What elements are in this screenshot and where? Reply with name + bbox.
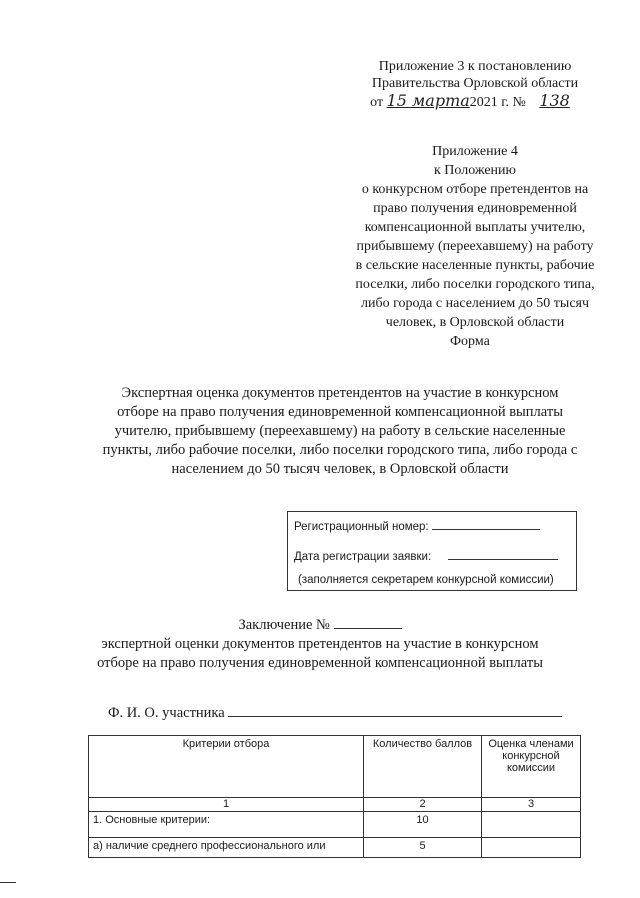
appendix-line: право получения единовременной — [373, 201, 577, 216]
title-line: пункты, либо рабочие поселки, либо поселки городского типа, либо города с — [102, 442, 578, 458]
decree-year: 2021 г. № — [469, 95, 526, 110]
score-cell[interactable] — [482, 812, 581, 838]
appendix-line: либо города с населением до 50 тысяч — [360, 296, 590, 311]
criterion-cell: а) наличие среднего профессионального или — [89, 838, 364, 858]
form-label: Форма — [450, 334, 490, 349]
conclusion-block — [60, 616, 580, 673]
reg-number-row — [294, 518, 540, 533]
table-row — [89, 812, 581, 838]
appendix-line: прибывшему (переехавшему) на работу — [356, 239, 594, 254]
document-title — [80, 384, 600, 479]
reg-date-label: Дата регистрации заявки: — [294, 551, 432, 563]
col-number: 2 — [364, 798, 482, 812]
handwritten-date: 15 марта — [386, 91, 470, 110]
appendix-line: Приложение 4 — [432, 144, 518, 159]
title-line: отборе на право получения единовременной компенсационной выплаты — [117, 404, 563, 420]
registration-box — [287, 511, 577, 591]
conclusion-title — [60, 616, 580, 635]
appendix-line: в сельские населенные пункты, рабочие — [355, 258, 595, 273]
criteria-table — [88, 735, 581, 858]
score-cell[interactable] — [482, 838, 581, 858]
appendix-line: компенсационной выплаты учителю, — [364, 220, 586, 235]
conclusion-line: отборе на право получения единовременной компенсационной выплаты — [97, 655, 543, 671]
col-number: 3 — [482, 798, 581, 812]
appendix-block — [330, 142, 620, 332]
appendix-line: к Положению — [433, 163, 516, 178]
reg-number-field[interactable] — [432, 518, 540, 530]
participant-name-label: Ф. И. О. участника — [108, 705, 225, 721]
decree-date-line — [330, 92, 620, 111]
points-cell: 10 — [364, 812, 482, 838]
appendix-line: человек, в Орловской области — [385, 315, 565, 330]
decree-header-line1: Приложение 3 к постановлению — [378, 59, 572, 74]
criterion-cell: 1. Основные критерии: — [89, 812, 364, 838]
header-points: Количество баллов — [364, 736, 482, 798]
header-criteria: Критерии отбора — [89, 736, 364, 798]
header-score: Оценка членами конкурсной комиссии — [482, 736, 581, 798]
participant-name-row — [108, 704, 562, 722]
conclusion-line: экспертной оценки документов претендентов на участие в конкурсном — [101, 636, 539, 652]
column-number-row — [89, 798, 581, 812]
title-line: Экспертная оценка документов претендентов на участие в конкурсном — [121, 385, 559, 401]
appendix-line: о конкурсном отборе претендентов на — [361, 182, 589, 197]
from-prefix: от — [370, 95, 384, 110]
handwritten-number: 138 — [539, 91, 570, 110]
title-line: населением до 50 тысяч человек, в Орловской области — [171, 461, 509, 477]
points-cell: 5 — [364, 838, 482, 858]
table-header-row — [89, 736, 581, 798]
decree-header — [330, 58, 620, 111]
col-number: 1 — [89, 798, 364, 812]
reg-date-row — [294, 548, 558, 563]
reg-date-field[interactable] — [448, 548, 558, 560]
conclusion-number-field[interactable] — [334, 616, 402, 629]
reg-number-label: Регистрационный номер: — [294, 521, 429, 533]
title-line: учителю, прибывшему (переехавшему) на работу в сельские населенные — [114, 423, 566, 439]
appendix-line: поселки, либо поселки городского типа, — [355, 277, 595, 292]
decree-header-line2: Правительства Орловской области — [371, 76, 579, 91]
conclusion-number-label: Заключение № — [238, 617, 330, 633]
page-edge-mark — [0, 882, 16, 883]
participant-name-field[interactable] — [228, 704, 562, 717]
reg-note: (заполняется секретарем конкурсной комиссии) — [298, 574, 554, 586]
table-row — [89, 838, 581, 858]
